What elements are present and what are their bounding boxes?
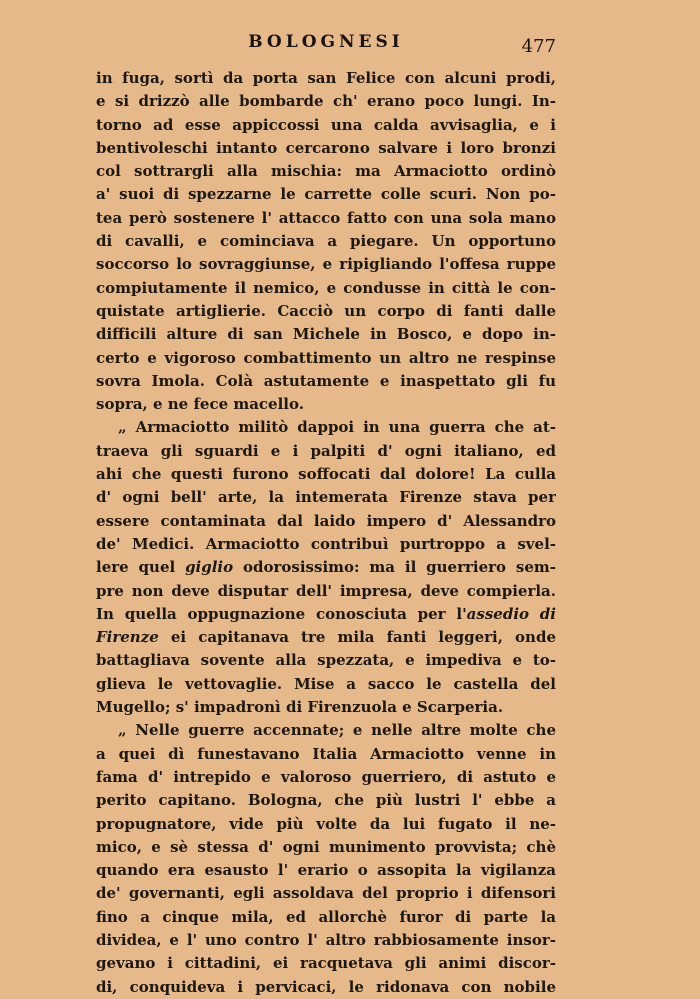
text-line	[96, 486, 556, 509]
text-line	[96, 370, 556, 393]
text-line	[96, 137, 556, 160]
text-line	[96, 300, 556, 323]
text-segment: a quei dì funestavano Italia Armaciotto venne in	[96, 744, 556, 763]
text-line	[96, 90, 556, 113]
text-segment: ei capitanava tre mila fanti leggeri, onde	[158, 628, 556, 647]
text-segment: torno ad esse appiccossi una calda avvisaglia, e i	[96, 115, 556, 134]
text-line	[96, 580, 556, 603]
text-segment: a' suoi di spezzarne le carrette colle scuri. Non po-	[96, 185, 556, 204]
text-segment: col sottrargli alla mischia: ma Armaciotto ordinò	[96, 162, 556, 181]
text-segment: fama d' intrepido e valoroso guerriero, di astuto e	[96, 767, 556, 786]
text-line	[96, 929, 556, 952]
text-segment: in fuga, sortì da porta san Felice con alcuni prodi,	[96, 69, 556, 87]
text-segment: Mugello; s' impadronì di Firenzuola e Scarperia.	[96, 698, 504, 717]
text-segment: perito capitano. Bologna, che più lustri l' ebbe a	[96, 791, 556, 810]
text-line	[96, 510, 556, 533]
text-segment: odorosissimo: ma il guerriero sem-	[233, 558, 556, 577]
italic-text: assedio di	[466, 604, 556, 623]
text-line	[96, 323, 556, 346]
text-line	[96, 976, 556, 999]
text-segment: lere quel	[96, 558, 186, 577]
text-line	[96, 393, 556, 416]
text-line	[96, 277, 556, 300]
text-line	[96, 906, 556, 929]
text-segment: „ Nelle guerre accennate; e nelle altre molte che	[118, 721, 556, 740]
text-line	[96, 183, 556, 206]
text-line	[96, 673, 556, 696]
text-segment: pre non deve disputar dell' impresa, deve compierla.	[96, 581, 556, 600]
text-segment: e si drizzò alle bombarde ch' erano poco lungi. In-	[96, 92, 556, 111]
text-segment: mico, e sè stessa d' ogni munimento provvista; chè	[96, 837, 556, 856]
text-line	[96, 67, 556, 90]
text-line	[96, 114, 556, 137]
text-line	[96, 743, 556, 766]
text-line	[96, 440, 556, 463]
text-segment: propugnatore, vide più volte da lui fugato il ne-	[96, 814, 556, 833]
text-segment: de' Medici. Armaciotto contribuì purtroppo a svel-	[96, 534, 556, 553]
text-segment: sovra Imola. Colà astutamente e inaspettato gli fu	[96, 371, 556, 390]
page-number: 477	[521, 36, 556, 57]
italic-text: Firenze	[96, 628, 159, 647]
text-line	[96, 813, 556, 836]
text-segment: soccorso lo sovraggiunse, e ripigliando l'offesa ruppe	[96, 255, 556, 274]
text-line	[96, 836, 556, 859]
text-line	[96, 347, 556, 370]
text-line	[96, 253, 556, 276]
italic-text: giglio	[185, 558, 234, 577]
text-line	[96, 603, 556, 626]
running-title: BOLOGNESI	[248, 32, 404, 52]
text-segment: traeva gli sguardi e i palpiti d' ogni italiano, ed	[96, 441, 556, 460]
text-line	[96, 207, 556, 230]
text-line	[96, 533, 556, 556]
text-segment: essere contaminata dal laido impero d' Alessandro	[96, 511, 556, 530]
text-line	[96, 859, 556, 882]
text-segment: difficili alture di san Michele in Bosco, e dopo in-	[96, 325, 556, 344]
text-segment: In quella oppugnazione conosciuta per l'	[96, 604, 467, 623]
text-line	[96, 416, 556, 439]
text-segment: battagliava sovente alla spezzata, e impediva e to-	[96, 651, 556, 670]
text-segment: d' ogni bell' arte, la intemerata Firenze stava per	[96, 488, 556, 507]
text-line	[96, 649, 556, 672]
text-line	[96, 160, 556, 183]
text-segment: certo e vigoroso combattimento un altro ne respinse	[96, 348, 556, 367]
text-segment: di cavalli, e cominciava a piegare. Un opportuno	[96, 232, 556, 251]
text-segment: glieva le vettovaglie. Mise a sacco le castella del	[96, 674, 556, 693]
text-line	[96, 882, 556, 905]
text-line	[96, 719, 556, 742]
text-segment: compiutamente il nemico, e condusse in città le con-	[96, 278, 556, 297]
text-line	[96, 696, 556, 719]
text-line	[96, 766, 556, 789]
text-segment: de' governanti, egli assoldava del proprio i difensori	[96, 884, 556, 903]
running-head	[96, 30, 556, 60]
text-line	[96, 626, 556, 649]
text-line	[96, 230, 556, 253]
body-text	[96, 67, 556, 999]
text-line	[96, 789, 556, 812]
text-line	[96, 556, 556, 579]
text-segment: „ Armaciotto militò dappoi in una guerra che at-	[118, 418, 556, 437]
text-segment: fino a cinque mila, ed allorchè furor di parte la	[96, 907, 556, 926]
text-segment: bentivoleschi intanto cercarono salvare i loro bronzi	[96, 138, 556, 157]
text-line	[96, 463, 556, 486]
text-segment: tea però sostenere l' attacco fatto con una sola mano	[96, 208, 556, 227]
text-segment: divideа, e l' uno contro l' altro rabbiosamente insor-	[96, 930, 556, 949]
text-segment: sopra, e ne fece macello.	[96, 395, 304, 414]
text-line	[96, 952, 556, 975]
text-segment: quistate artiglierie. Cacciò un corpo di fanti dalle	[96, 301, 556, 320]
text-segment: gevano i cittadini, ei racquetava gli animi discor-	[96, 954, 556, 973]
text-segment: ahi che questi furono soffocati dal dolore! La culla	[96, 465, 556, 484]
text-segment: di, conquideva i pervicaci, le ridonava con nobile	[96, 977, 556, 996]
text-segment: quando era esausto l' erario o assopita la vigilanza	[96, 861, 556, 880]
